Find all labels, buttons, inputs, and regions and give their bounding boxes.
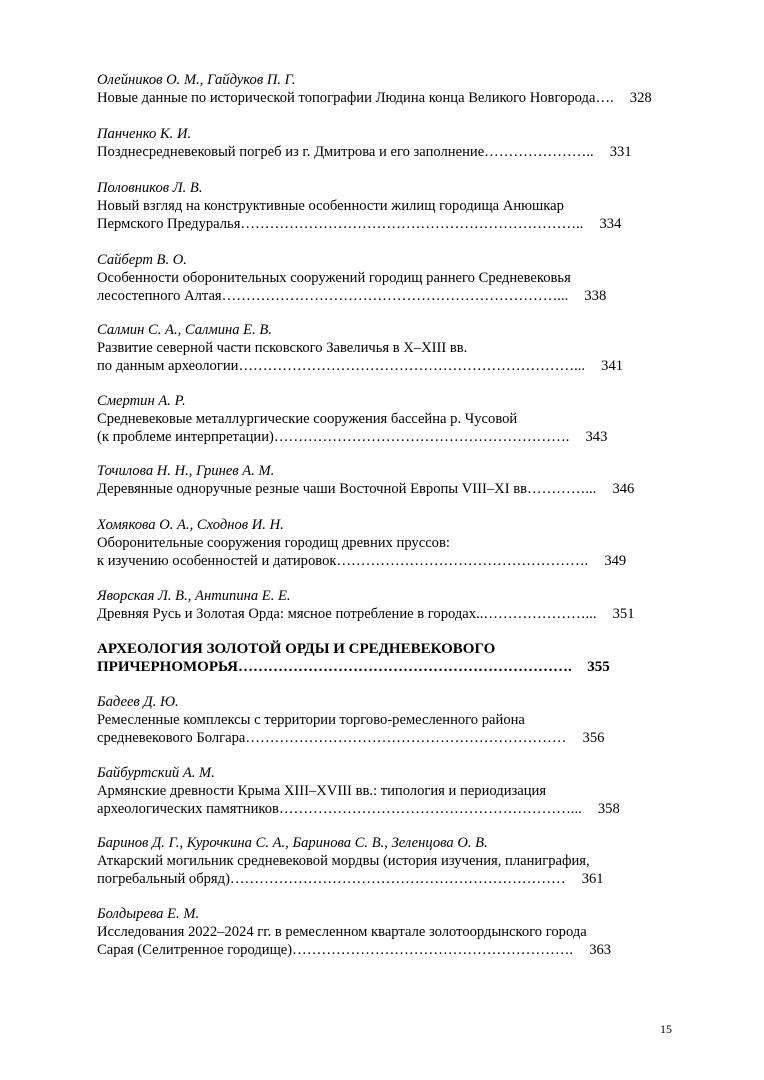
entry-author: Хомякова О. А., Сходнов И. Н. — [97, 517, 284, 533]
entry-page-number: 341 — [601, 358, 624, 374]
entry-title: лесостепного Алтая……………………………………………………………... — [97, 288, 569, 304]
section-title: ПРИЧЕРНОМОРЬЯ…………………………………………………………. — [97, 659, 572, 675]
toc-entry — [97, 516, 667, 570]
toc-entry — [97, 251, 667, 305]
entry-page-number: 338 — [584, 288, 607, 304]
entry-author: Болдырева Е. М. — [97, 906, 200, 922]
entry-title-line — [97, 729, 667, 747]
toc-entry — [97, 392, 667, 446]
entry-title: археологических памятников……………………………………………………... — [97, 801, 582, 817]
entry-title: по данным археологии……………………………………………………………... — [97, 358, 586, 374]
entry-author: Байбуртский А. М. — [97, 765, 215, 781]
toc-entry — [97, 125, 667, 161]
section-title-line — [97, 658, 667, 676]
entry-page-number: 349 — [604, 553, 627, 569]
entry-title-line: Новый взгляд на конструктивные особенности жилищ городища Анюшкар — [97, 198, 564, 214]
section-page-number: 355 — [587, 659, 610, 675]
entry-page-number: 361 — [581, 871, 604, 887]
entry-page-number: 363 — [589, 942, 612, 958]
entry-author: Салмин С. А., Салмина Е. В. — [97, 322, 272, 338]
entry-author: Олейников О. М., Гайдуков П. Г. — [97, 72, 296, 88]
entry-title: Деревянные одноручные резные чаши Восточной Европы VIII–XI вв…………... — [97, 481, 597, 497]
entry-author: Точилова Н. Н., Гринев А. М. — [97, 463, 275, 479]
entry-title-line — [97, 287, 667, 305]
section-title-line: АРХЕОЛОГИЯ ЗОЛОТОЙ ОРДЫ И СРЕДНЕВЕКОВОГО — [97, 641, 496, 657]
entry-page-number: 343 — [585, 429, 608, 445]
entry-title-line — [97, 143, 667, 161]
entry-title: Сарая (Селитренное городище)…………………………………………………. — [97, 942, 574, 958]
entry-author: Баринов Д. Г., Курочкина С. А., Баринова С. В., Зеленцова О. В. — [97, 835, 488, 851]
entry-title-line — [97, 605, 667, 623]
entry-title-line: Исследования 2022–2024 гг. в ремесленном квартале золотоордынского города — [97, 924, 587, 940]
entry-author: Половников Л. В. — [97, 180, 203, 196]
toc-entry — [97, 321, 667, 375]
entry-title-line — [97, 89, 667, 107]
entry-page-number: 328 — [629, 90, 652, 106]
toc-entry — [97, 462, 667, 498]
entry-title: (к проблеме интерпретации)……………………………………………………. — [97, 429, 570, 445]
entry-page-number: 346 — [612, 481, 635, 497]
entry-title-line: Аткарский могильник средневековой мордвы (история изучения, планиграфия, — [97, 853, 590, 869]
toc-entry — [97, 179, 667, 233]
entry-title-line: Оборонительные сооружения городищ древних пруссов: — [97, 535, 450, 551]
entry-title-line — [97, 800, 667, 818]
entry-author: Бадеев Д. Ю. — [97, 694, 179, 710]
toc-entry — [97, 905, 667, 959]
entry-title: Пермского Предуралья…………………………………………………………….. — [97, 216, 584, 232]
entry-title-line — [97, 215, 667, 233]
toc-entry — [97, 587, 667, 623]
entry-title-line: Средневековые металлургические сооружения бассейна р. Чусовой — [97, 411, 518, 427]
entry-title-line — [97, 870, 667, 888]
entry-title-line: Особенности оборонительных сооружений городищ раннего Средневековья — [97, 270, 571, 286]
entry-title: к изучению особенностей и датировок……………………………………………. — [97, 553, 589, 569]
entry-page-number: 351 — [612, 606, 635, 622]
entry-page-number: 334 — [599, 216, 622, 232]
section-heading — [97, 640, 667, 676]
entry-page-number: 356 — [582, 730, 605, 746]
entry-author: Яворская Л. В., Антипина Е. Е. — [97, 588, 291, 604]
entry-page-number: 331 — [609, 144, 632, 160]
entry-title-line: Ремесленные комплексы с территории торгово-ремесленного района — [97, 712, 525, 728]
toc-entry — [97, 71, 667, 107]
entry-title: средневекового Болгара………………………………………………………… — [97, 730, 567, 746]
entry-title-line: Развитие северной части псковского Завеличья в X–XIII вв. — [97, 340, 468, 356]
entry-title: Древняя Русь и Золотая Орда: мясное потребление в городах..…………………... — [97, 606, 597, 622]
toc-entry — [97, 693, 667, 747]
entry-title-line — [97, 552, 667, 570]
entry-author: Сайберт В. О. — [97, 252, 187, 268]
entry-title-line — [97, 480, 667, 498]
entry-author: Панченко К. И. — [97, 126, 192, 142]
page-number: 15 — [660, 1022, 672, 1036]
entry-title-line: Армянские древности Крыма XIII–XVIII вв.: типология и периодизация — [97, 783, 547, 799]
entry-title-line — [97, 428, 667, 446]
entry-title: погребальный обряд)…………………………………………………………… — [97, 871, 566, 887]
entry-author: Смертин А. Р. — [97, 393, 186, 409]
toc-entry — [97, 764, 667, 818]
entry-page-number: 358 — [597, 801, 620, 817]
entry-title-line — [97, 941, 667, 959]
entry-title: Позднесредневековый погреб из г. Дмитрова и его заполнение………………….. — [97, 144, 594, 160]
entry-title-line — [97, 357, 667, 375]
toc-entry — [97, 834, 667, 888]
entry-title: Новые данные по исторической топографии Людина конца Великого Новгорода…. — [97, 90, 614, 106]
